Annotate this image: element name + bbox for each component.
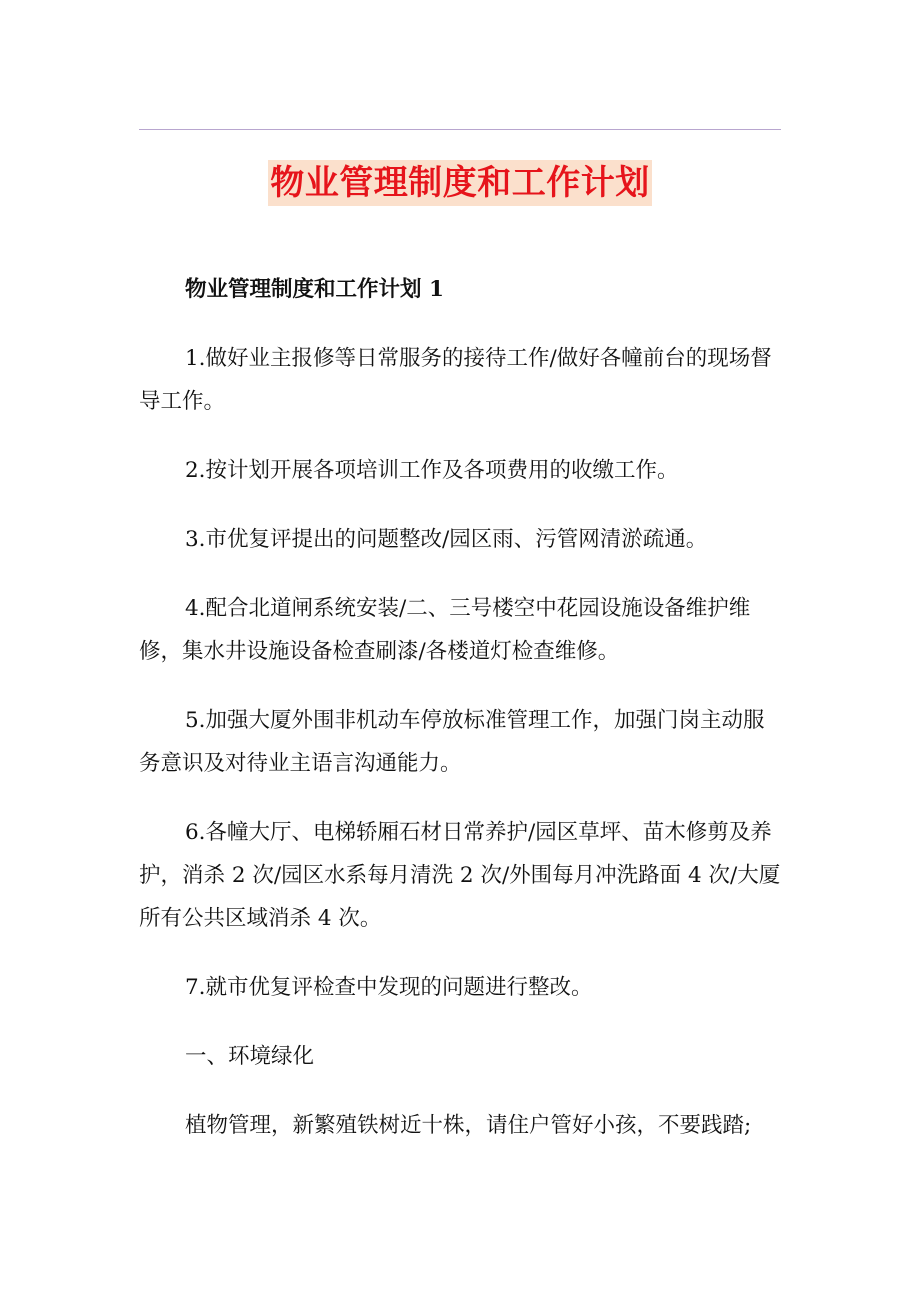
paragraph-item-1: 1.做好业主报修等日常服务的接待工作/做好各幢前台的现场督导工作。 — [139, 346, 772, 414]
section-heading: 物业管理制度和工作计划 1 — [185, 277, 444, 302]
paragraph-item-6: 6.各幢大厅、电梯轿厢石材日常养护/园区草坪、苗木修剪及养护，消杀 2 次/园区水系每月清洗 2 次/外围每月冲洗路面 4 次/大厦所有公共区域消杀 4 次。 — [139, 820, 781, 931]
document-title: 物业管理制度和工作计划 — [268, 160, 652, 206]
paragraph-item-2: 2.按计划开展各项培训工作及各项费用的收缴工作。 — [185, 458, 679, 483]
subsection-heading-environment: 一、环境绿化 — [185, 1044, 315, 1069]
paragraph-plant-management: 植物管理，新繁殖铁树近十株，请住户管好小孩，不要践踏; — [185, 1113, 752, 1138]
title-container — [0, 160, 920, 206]
header-rule — [139, 129, 781, 130]
paragraph-item-4: 4.配合北道闸系统安装/二、三号楼空中花园设施设备维护维修，集水井设施设备检查刷漆/各楼道灯检查维修。 — [139, 596, 751, 664]
paragraph-item-3: 3.市优复评提出的问题整改/园区雨、污管网清淤疏通。 — [185, 527, 708, 552]
paragraph-item-7: 7.就市优复评检查中发现的问题进行整改。 — [185, 975, 593, 1000]
document-body — [139, 268, 785, 1173]
paragraph-item-5: 5.加强大厦外围非机动车停放标准管理工作，加强门岗主动服务意识及对待业主语言沟通能力。 — [139, 708, 765, 776]
